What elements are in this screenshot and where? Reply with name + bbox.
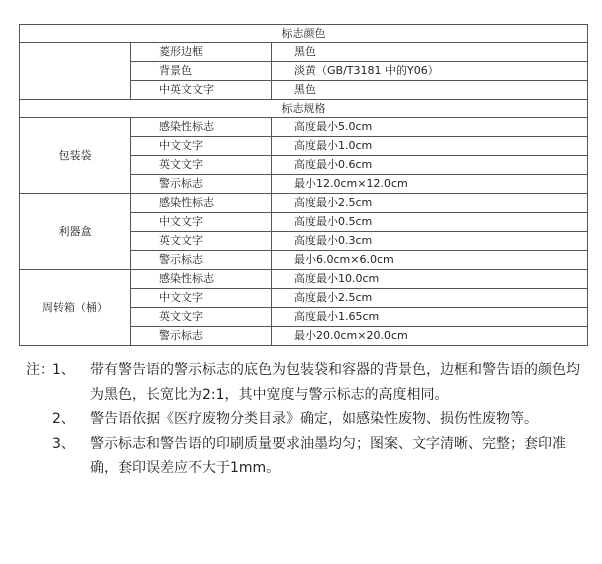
color-section-title-row (20, 25, 588, 43)
spec-item: 英文文字 (131, 232, 272, 251)
spec-item: 中文文字 (131, 289, 272, 308)
spec-item: 感染性标志 (131, 118, 272, 137)
note-number: 1、 (52, 362, 75, 378)
spec-value: 高度最小10.0cm (272, 270, 588, 289)
spec-value: 高度最小0.3cm (272, 232, 588, 251)
color-value: 淡黄（GB/T3181 中的Y06） (272, 62, 588, 81)
spec-item: 警示标志 (131, 175, 272, 194)
spec-value: 高度最小5.0cm (272, 118, 588, 137)
spec-item: 英文文字 (131, 156, 272, 175)
color-item: 中英文文字 (131, 81, 272, 100)
spec-value: 高度最小0.6cm (272, 156, 588, 175)
note-text: 警示标志和警告语的印刷质量要求油墨均匀；图案、文字清晰、完整；套印准确，套印误差应不大于1mm。 (90, 435, 566, 476)
note-number: 3、 (52, 435, 75, 452)
spec-item: 感染性标志 (131, 194, 272, 213)
spec-row (20, 194, 588, 213)
color-item: 菱形边框 (131, 43, 272, 62)
spec-value: 高度最小2.5cm (272, 289, 588, 308)
color-group-cell (20, 43, 131, 100)
spec-value: 高度最小1.0cm (272, 137, 588, 156)
color-item: 背景色 (131, 62, 272, 81)
note-number: 2、 (52, 411, 75, 427)
note-prefix: 注： (26, 362, 54, 378)
spec-group-name: 包装袋 (20, 118, 131, 194)
spec-item: 感染性标志 (131, 270, 272, 289)
note-item (26, 407, 592, 432)
color-value: 黑色 (272, 81, 588, 100)
spec-section-title: 标志规格 (20, 100, 588, 118)
spec-item: 中文文字 (131, 137, 272, 156)
spec-item: 警示标志 (131, 327, 272, 346)
spec-value: 高度最小2.5cm (272, 194, 588, 213)
spec-item: 警示标志 (131, 251, 272, 270)
spec-row (20, 118, 588, 137)
spec-item: 英文文字 (131, 308, 272, 327)
spec-value: 最小20.0cm×20.0cm (272, 327, 588, 346)
spec-value: 高度最小0.5cm (272, 213, 588, 232)
color-row (20, 43, 588, 62)
note-item (26, 432, 592, 481)
note-text: 带有警告语的警示标志的底色为包装袋和容器的背景色，边框和警告语的颜色均为黑色，长宽比为2:1，其中宽度与警示标志的高度相同。 (90, 362, 580, 403)
spec-row (20, 270, 588, 289)
note-text: 警告语依据《医疗废物分类目录》确定，如感染性废物、损伤性废物等。 (90, 411, 538, 427)
notes-section (26, 358, 592, 481)
spec-value: 高度最小1.65cm (272, 308, 588, 327)
spec-group-name: 利器盒 (20, 194, 131, 270)
spec-table (19, 24, 588, 346)
spec-table-body (20, 25, 588, 346)
spec-value: 最小12.0cm×12.0cm (272, 175, 588, 194)
spec-group-name: 周转箱（桶） (20, 270, 131, 346)
spec-item: 中文文字 (131, 213, 272, 232)
spec-section-title-row (20, 100, 588, 118)
color-value: 黑色 (272, 43, 588, 62)
color-section-title: 标志颜色 (20, 25, 588, 43)
note-item (26, 358, 592, 407)
spec-value: 最小6.0cm×6.0cm (272, 251, 588, 270)
